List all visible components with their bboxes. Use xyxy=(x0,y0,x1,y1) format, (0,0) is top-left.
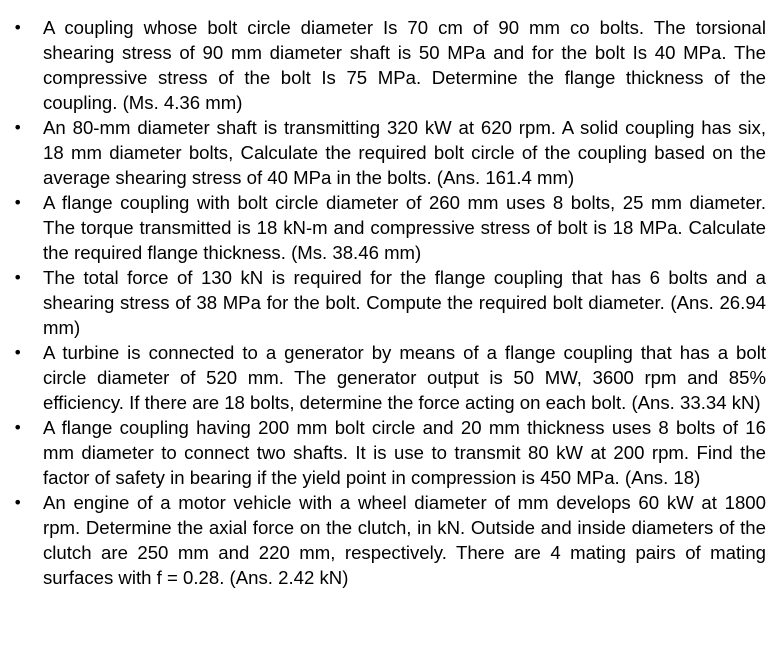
problem-text: An engine of a motor vehicle with a wheel diameter of mm develops 60 kW at 1800 rpm. Determine the axial force on the clutch, in kN. Outside and inside diameters of the clutch are 250 mm and 220 mm, respectively. There are 4 mating pairs of mating surfaces with f = 0.28. (Ans. 2.42 kN) xyxy=(43,492,766,588)
problem-item-1 xyxy=(0,15,783,115)
problem-item-2 xyxy=(0,115,783,190)
problem-text: The total force of 130 kN is required for the flange coupling that has 6 bolts and a shearing stress of 38 MPa for the bolt. Compute the required bolt diameter. (Ans. 26.94 mm) xyxy=(43,267,766,338)
bullet-icon: • xyxy=(13,118,23,137)
problem-text: A turbine is connected to a generator by means of a flange coupling that has a bolt circle diameter of 520 mm. The generator output is 50 MW, 3600 rpm and 85% efficiency. If there are 18 bolts, determine the force acting on each bolt. (Ans. 33.34 kN) xyxy=(43,342,766,413)
problem-item-7 xyxy=(0,490,783,590)
problem-list xyxy=(0,15,783,590)
bullet-icon: • xyxy=(13,18,23,37)
problem-text: A coupling whose bolt circle diameter Is 70 cm of 90 mm co bolts. The torsional shearing stress of 90 mm diameter shaft is 50 MPa and for the bolt Is 40 MPa. The compressive stress of the bolt Is 75 MPa. Determine the flange thickness of the coupling. (Ms. 4.36 mm) xyxy=(43,17,766,113)
problem-text: A flange coupling with bolt circle diameter of 260 mm uses 8 bolts, 25 mm diameter. The torque transmitted is 18 kN-m and compressive stress of bolt is 18 MPa. Calculate the required flange thickness. (Ms. 38.46 mm) xyxy=(43,192,766,263)
bullet-icon: • xyxy=(13,418,23,437)
bullet-icon: • xyxy=(13,493,23,512)
problem-text: A flange coupling having 200 mm bolt circle and 20 mm thickness uses 8 bolts of 16 mm diameter to connect two shafts. It is use to transmit 80 kW at 200 rpm. Find the factor of safety in bearing if the yield point in compression is 450 MPa. (Ans. 18) xyxy=(43,417,766,488)
problem-item-6 xyxy=(0,415,783,490)
problem-text: An 80-mm diameter shaft is transmitting 320 kW at 620 rpm. A solid coupling has six, 18 mm diameter bolts, Calculate the required bolt circle of the coupling based on the average shearing stress of 40 MPa in the bolts. (Ans. 161.4 mm) xyxy=(43,117,766,188)
problem-item-3 xyxy=(0,190,783,265)
problem-item-5 xyxy=(0,340,783,415)
bullet-icon: • xyxy=(13,343,23,362)
bullet-icon: • xyxy=(13,193,23,212)
bullet-icon: • xyxy=(13,268,23,287)
problem-item-4 xyxy=(0,265,783,340)
